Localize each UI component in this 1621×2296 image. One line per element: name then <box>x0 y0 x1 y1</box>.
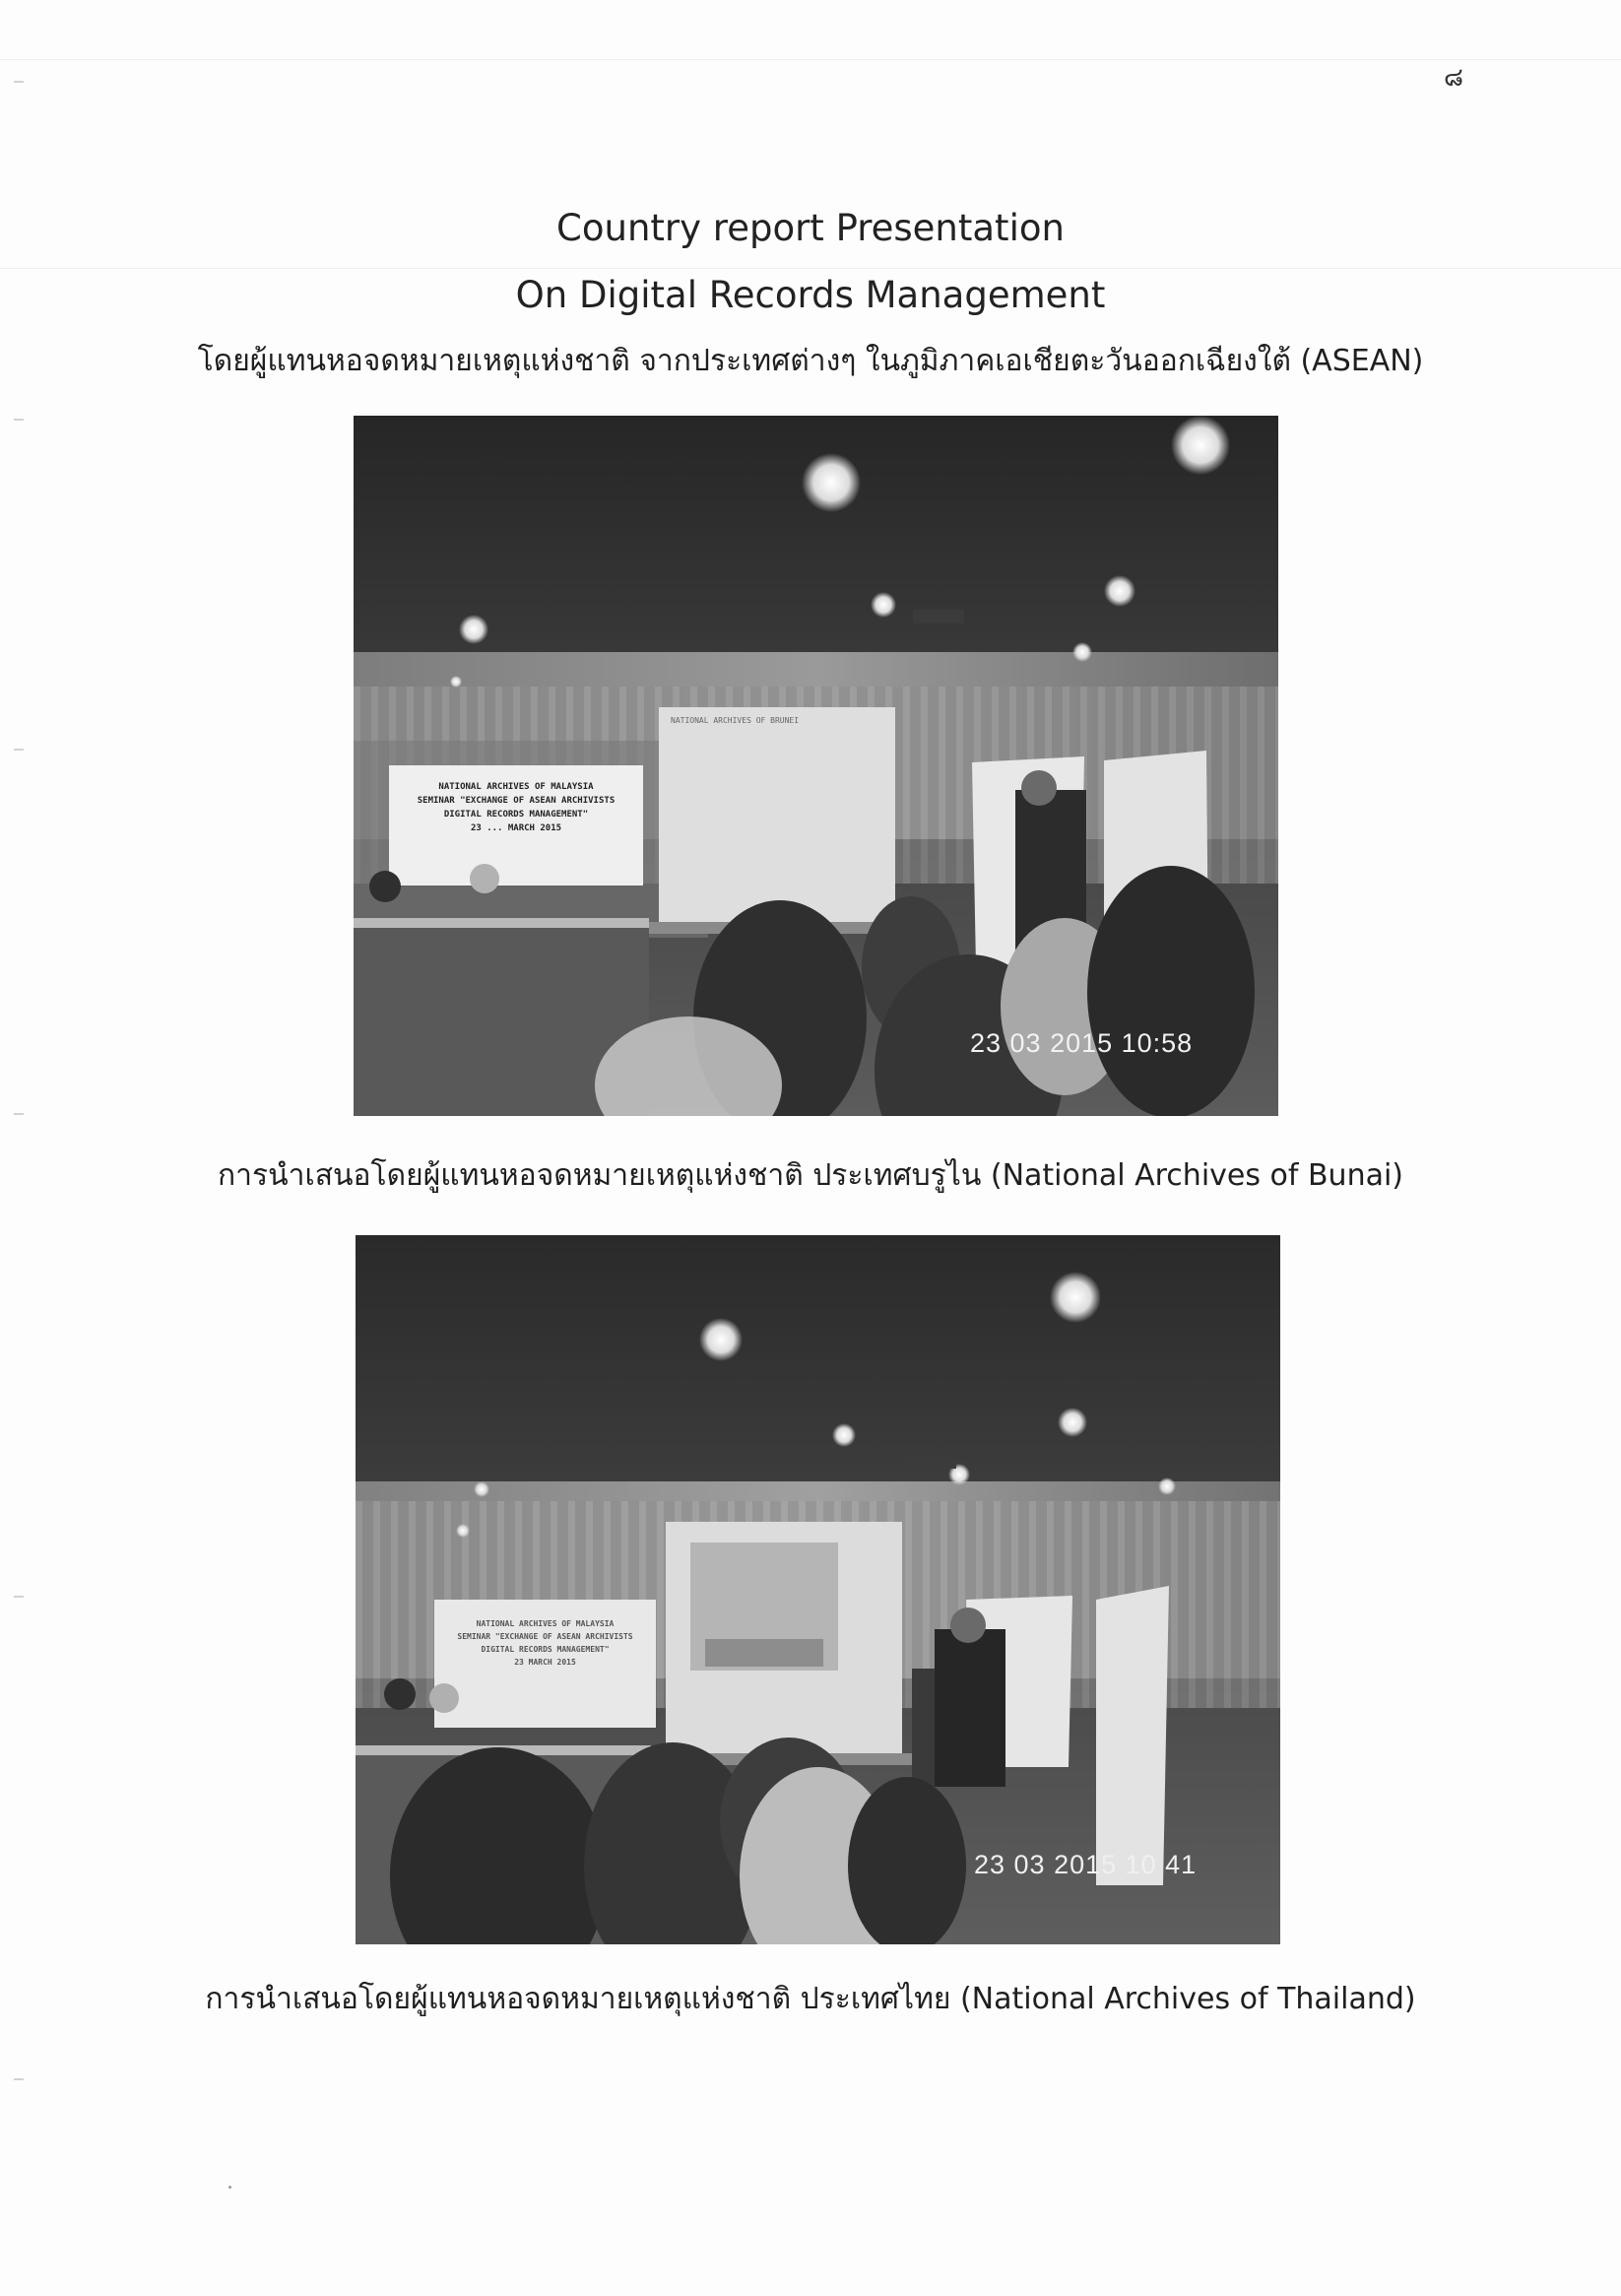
margin-tick <box>14 2078 24 2080</box>
margin-tick <box>14 1596 24 1598</box>
banner-line: DIGITAL RECORDS MANAGEMENT" <box>443 810 589 820</box>
margin-tick <box>14 81 24 83</box>
banner-line: NATIONAL ARCHIVES OF MALAYSIA <box>476 1619 615 1628</box>
banner-line: DIGITAL RECORDS MANAGEMENT" <box>481 1645 610 1654</box>
photo-caption-brunei: การนำเสนอโดยผู้แทนหอจดหมายเหตุแห่งชาติ ประเทศบรูไน (National Archives of Bunai) <box>217 1158 1404 1193</box>
margin-tick <box>14 419 24 421</box>
photo-timestamp: 23 03 2015 10:58 <box>970 1028 1194 1058</box>
seminar-photo-brunei-image <box>354 416 1278 1116</box>
banner-line: 23 MARCH 2015 <box>514 1658 576 1667</box>
photo-caption-thailand: การนำเสนอโดยผู้แทนหอจดหมายเหตุแห่งชาติ ประเทศไทย (National Archives of Thailand) <box>205 1982 1416 2016</box>
banner-line: 23 ... MARCH 2015 <box>470 823 562 833</box>
page-title: Country report Presentation <box>556 207 1065 249</box>
margin-tick <box>14 1113 24 1115</box>
banner-text-1 <box>389 780 643 835</box>
projector-screen-text: NATIONAL ARCHIVES OF BRUNEI <box>671 716 800 725</box>
page-subtitle: โดยผู้แทนหอจดหมายเหตุแห่งชาติ จากประเทศต่างๆ ในภูมิภาคเอเชียตะวันออกเฉียงใต้ (ASEAN) <box>197 344 1424 378</box>
scan-artifact-line <box>0 59 1621 60</box>
seminar-photo-thailand <box>356 1235 1280 1944</box>
page-title-line-2: On Digital Records Management <box>515 274 1106 316</box>
banner-line: SEMINAR "EXCHANGE OF ASEAN ARCHIVISTS <box>457 1632 633 1641</box>
margin-tick <box>14 749 24 751</box>
banner-line: SEMINAR "EXCHANGE OF ASEAN ARCHIVISTS <box>417 796 616 806</box>
photo-timestamp: 23 03 2015 10 41 <box>974 1850 1198 1879</box>
banner-line: NATIONAL ARCHIVES OF MALAYSIA <box>438 782 594 792</box>
scan-artifact-line <box>0 268 1621 269</box>
page-number: ๘ <box>1444 63 1464 93</box>
seminar-photo-brunei <box>354 416 1278 1116</box>
seminar-photo-thailand-image <box>356 1235 1280 1944</box>
scan-speck <box>228 2186 231 2189</box>
banner-text-2 <box>434 1617 656 1669</box>
